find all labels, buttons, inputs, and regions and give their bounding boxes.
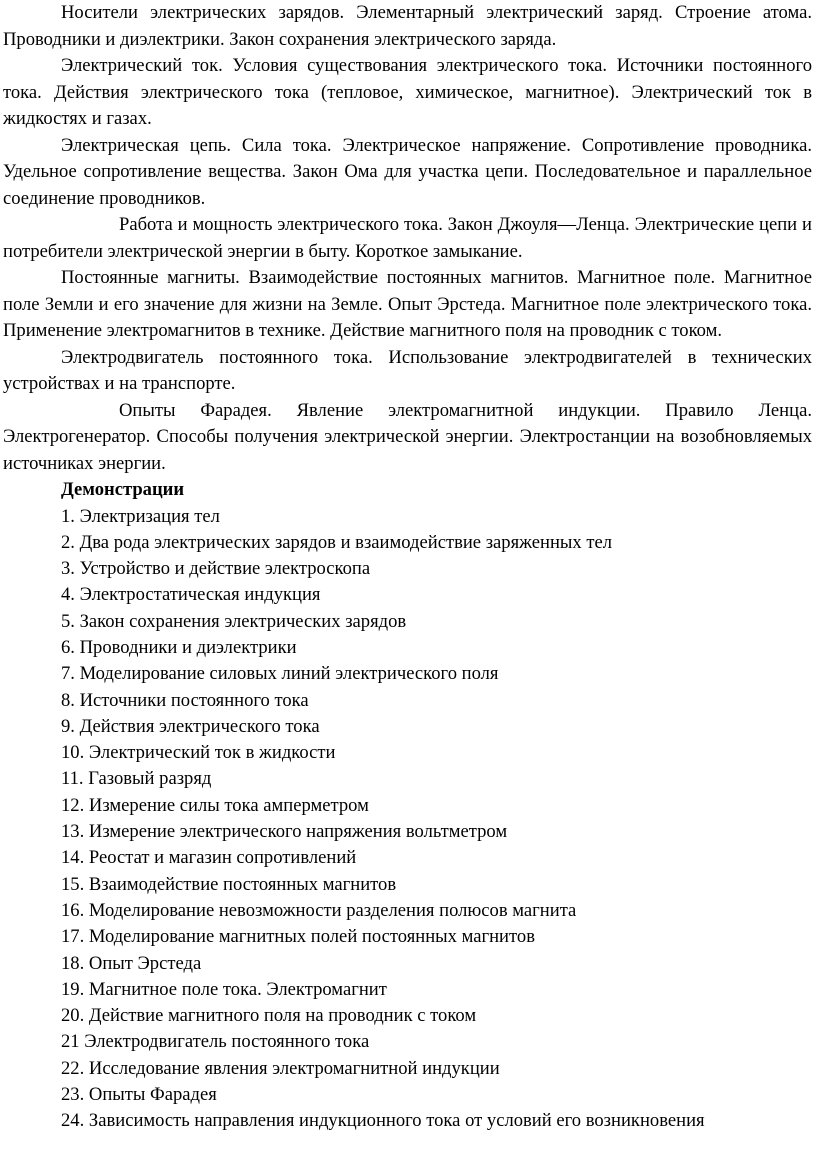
paragraph-magnets: Постоянные магниты. Взаимодействие постоянных магнитов. Магнитное поле. Магнитное поле Земли и его значение для жизни на Земле. Опыт Эрстеда. Магнитное поле электрического тока. Применение электромагнитов в технике. Действие магнитного поля на проводник с током. [3, 267, 812, 341]
paragraph-motor: Электродвигатель постоянного тока. Использование электродвигателей в технических устройствах и на транспорте. [3, 346, 812, 394]
list-item: 6. Проводники и диэлектрики [61, 636, 297, 658]
list-item: 15. Взаимодействие постоянных магнитов [61, 873, 397, 895]
list-item: 1. Электризация тел [61, 505, 220, 527]
list-item: 10. Электрический ток в жидкости [61, 742, 336, 764]
list-item: 8. Источники постоянного тока [61, 689, 309, 711]
paragraph-power: Работа и мощность электрического тока. Закон Джоуля—Ленца. Электрические цепи и потребители электрической энергии в быту. Короткое замыкание. [3, 214, 812, 262]
list-item: 18. Опыт Эрстеда [61, 952, 202, 974]
paragraph-current: Электрический ток. Условия существования электрического тока. Источники постоянного тока. Действия электрического тока (тепловое, химическое, магнитное). Электрический ток в жидкостях и газах. [3, 55, 812, 129]
list-item: 7. Моделирование силовых линий электрического поля [61, 663, 499, 685]
list-item: 17. Моделирование магнитных полей постоянных магнитов [61, 926, 535, 948]
list-item: 2. Два рода электрических зарядов и взаимодействие заряженных тел [61, 531, 613, 553]
list-item: 20. Действие магнитного поля на проводник с током [61, 1005, 477, 1027]
list-item: 22. Исследование явления электромагнитной индукции [61, 1057, 500, 1079]
list-item: 4. Электростатическая индукция [61, 584, 321, 606]
list-item: 5. Закон сохранения электрических зарядов [61, 610, 407, 632]
demos-list [3, 504, 812, 1135]
list-item: 9. Действия электрического тока [61, 715, 320, 737]
list-item: 3. Устройство и действие электроскопа [61, 558, 371, 580]
list-item: 21 Электродвигатель постоянного тока [61, 1031, 370, 1053]
demos-heading: Демонстрации [61, 479, 185, 500]
list-item: 24. Зависимость направления индукционного тока от условий его возникновения [61, 1110, 705, 1132]
list-item: 16. Моделирование невозможности разделения полюсов магнита [61, 899, 577, 921]
list-item: 11. Газовый разряд [61, 768, 212, 790]
list-item: 12. Измерение силы тока амперметром [61, 794, 369, 816]
list-item: 23. Опыты Фарадея [61, 1084, 217, 1106]
paragraph-charges: Носители электрических зарядов. Элементарный электрический заряд. Строение атома. Проводники и диэлектрики. Закон сохранения электрического заряда. [3, 2, 812, 50]
list-item: 14. Реостат и магазин сопротивлений [61, 847, 357, 869]
paragraph-faraday: Опыты Фарадея. Явление электромагнитной индукции. Правило Ленца. Электрогенератор. Способы получения электрической энергии. Электростанции на возобновляемых источниках энергии. [3, 399, 812, 474]
paragraph-circuit: Электрическая цепь. Сила тока. Электрическое напряжение. Сопротивление проводника. Удельное сопротивление вещества. Закон Ома для участка цепи. Последовательное и параллельное соединение проводников. [3, 134, 812, 209]
list-item: 13. Измерение электрического напряжения вольтметром [61, 821, 508, 843]
list-item: 19. Магнитное поле тока. Электромагнит [61, 978, 387, 1000]
